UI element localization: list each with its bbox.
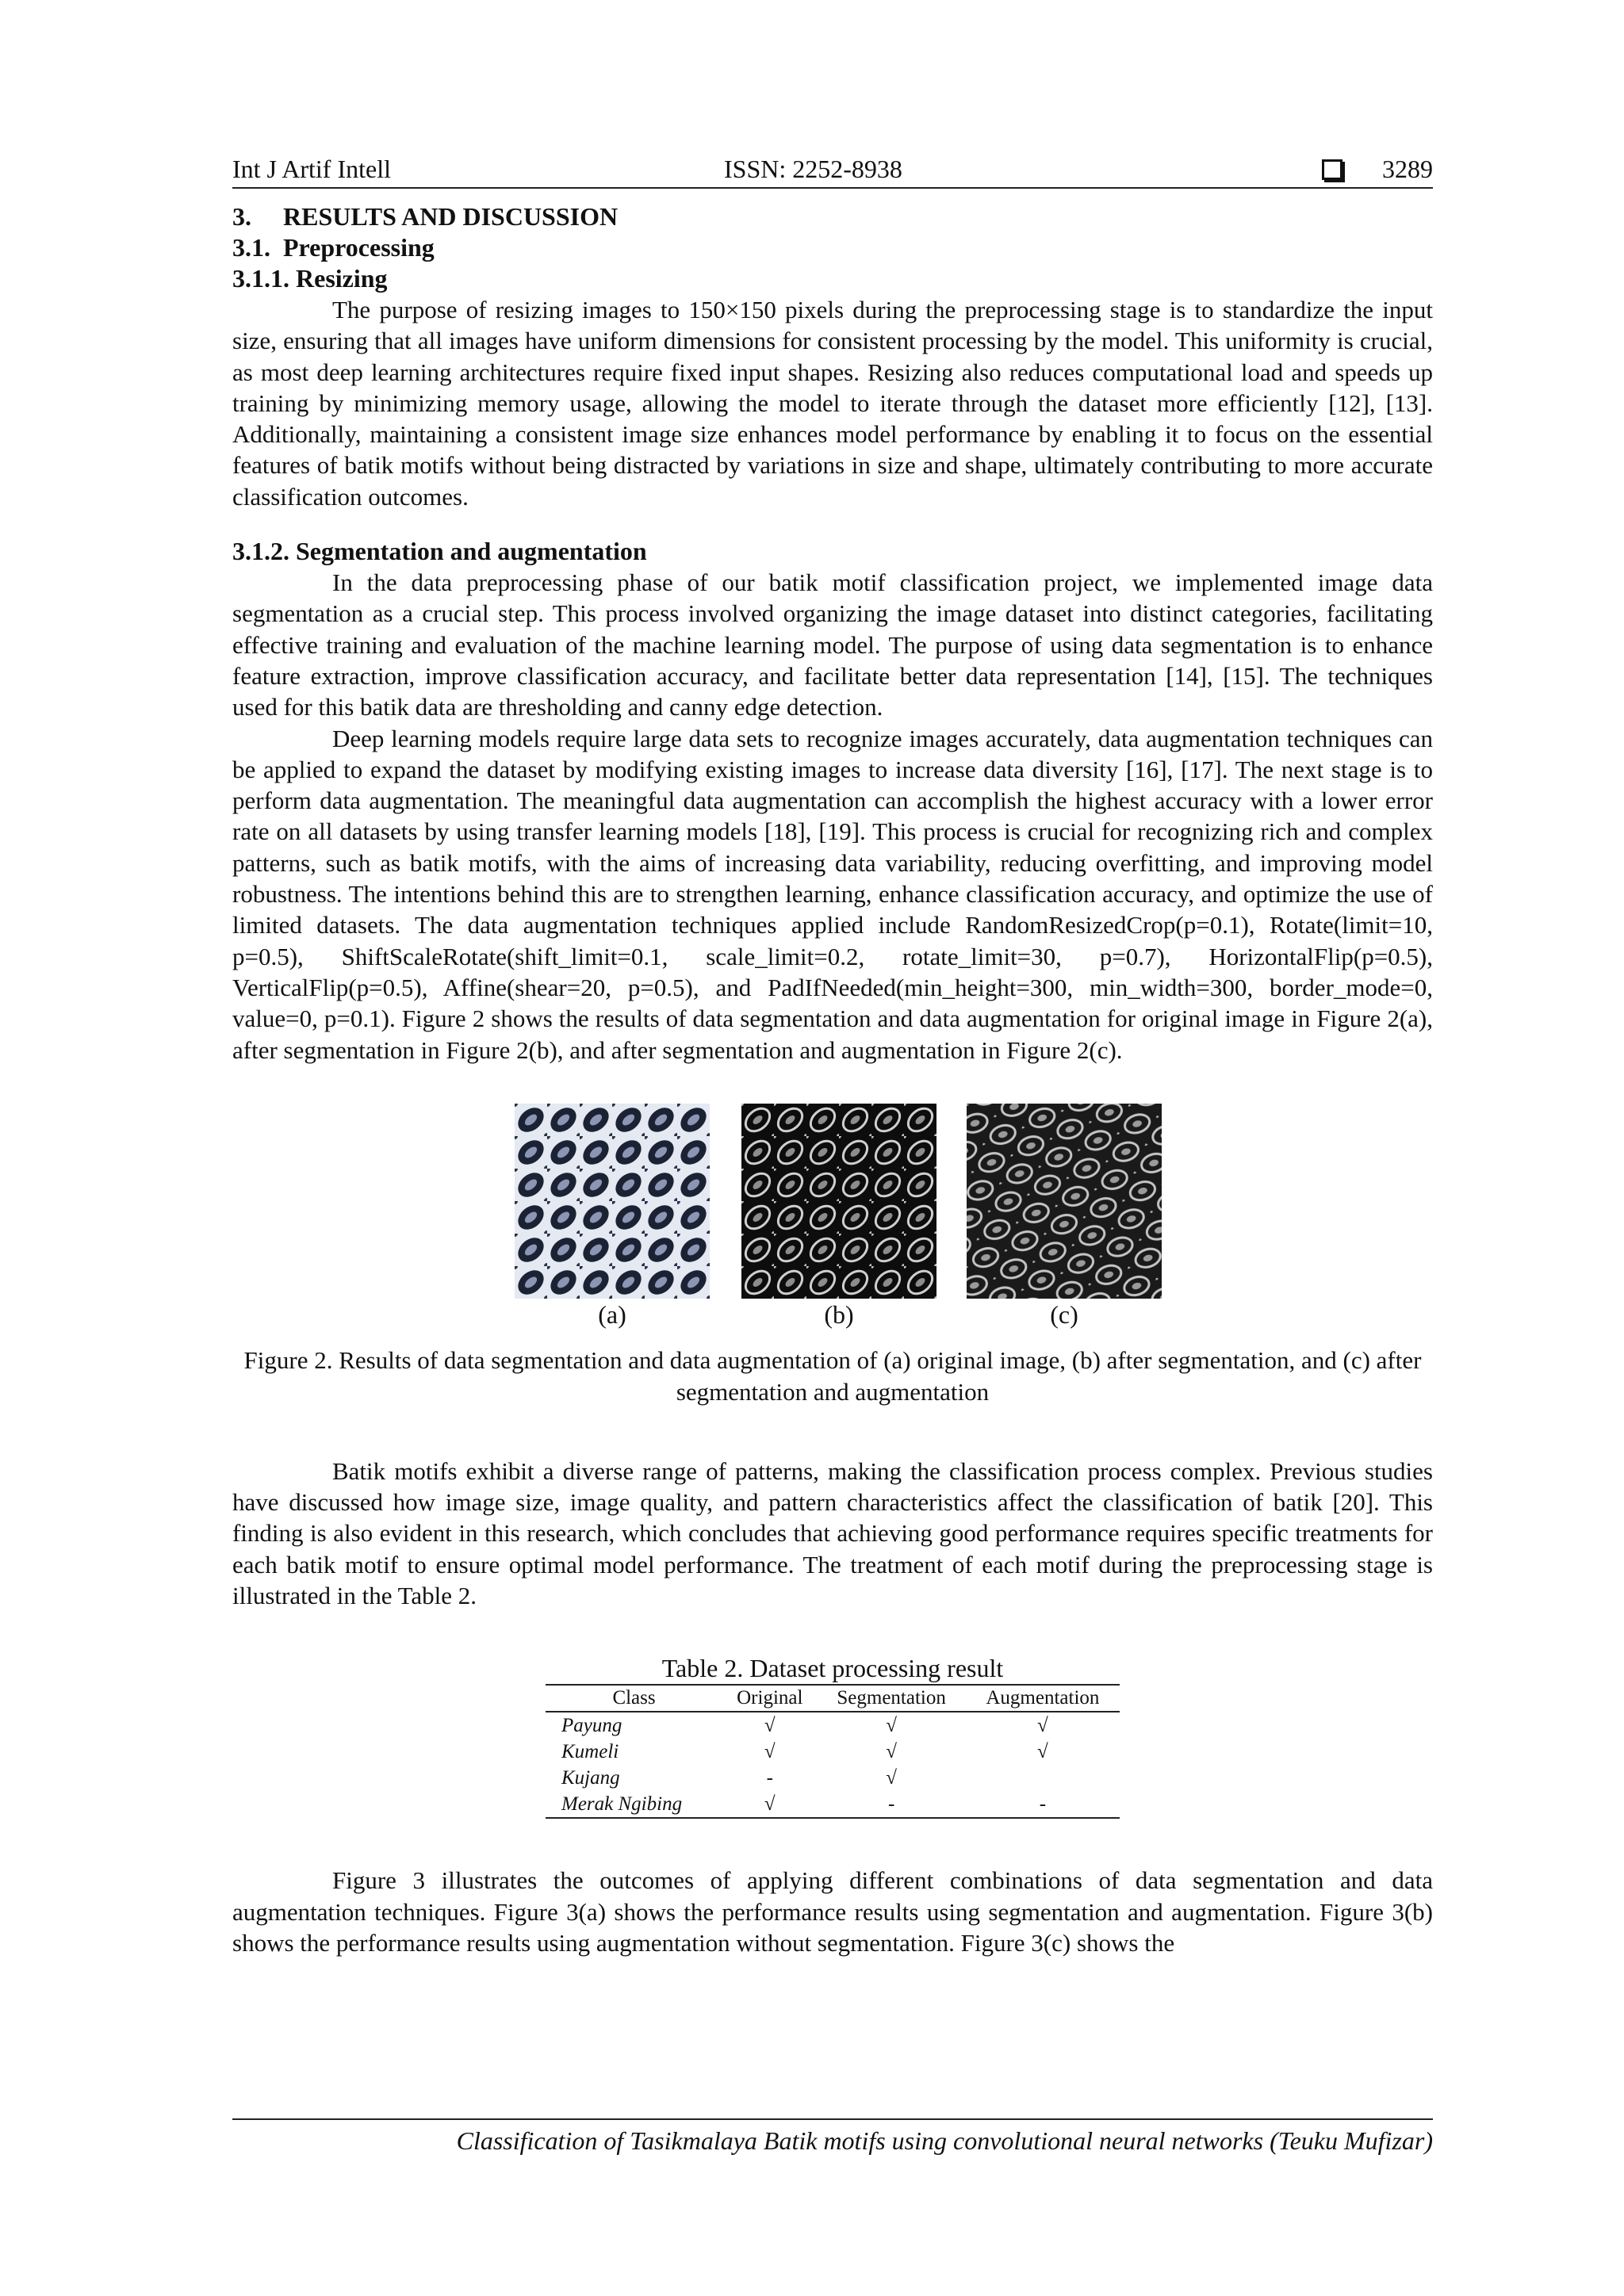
table-row: [546, 1739, 1120, 1765]
col-header-augmentation: Augmentation: [966, 1685, 1120, 1712]
table-cell: -: [766, 1767, 773, 1789]
table-cell: [966, 1765, 1120, 1791]
table-cell: -: [818, 1791, 966, 1818]
table-cell: √: [886, 1715, 897, 1737]
figure-2c-label: (c): [1050, 1299, 1078, 1329]
table-row: [546, 1791, 1120, 1818]
subsubsection-resizing: 3.1.1. Resizing: [232, 264, 388, 293]
figure-2: [232, 1104, 1433, 1329]
paragraph-segmentation: In the data preprocessing phase of our batik motif classification project, we implemented image data segmentation as a crucial step. This process involved organizing the image dataset into distinct categories, facilitating effective training and evaluation of the machine learning model. The purpose of using data segmentation is to enhance feature extraction, improve classification accuracy, and facilitate better data representation [14], [15]. The techniques used for this batik data are thresholding and canny edge detection.: [232, 568, 1433, 721]
subsubsection-segmentation: 3.1.2. Segmentation and augmentation: [232, 537, 647, 566]
paragraph-resizing: The purpose of resizing images to 150×150 pixels during the preprocessing stage is to standardize the input size, ensuring that all images have uniform dimensions for consistent processing by the model. This uniformity is crucial, as most deep learning architectures require fixed input shapes. Resizing also reduces computational load and speeds up training by minimizing memory usage, allowing the model to iterate through the dataset more efficiently [12], [13]. Additionally, maintaining a consistent image size enhances model performance by enabling it to focus on the essential features of batik motifs without being distracted by variations in size and shape, ultimately contributing to more accurate classification outcomes.: [232, 296, 1433, 511]
page-body: [232, 151, 1433, 1958]
figure-2b-image: [741, 1104, 936, 1299]
page-number-block: [1322, 151, 1433, 187]
table-cell: Merak Ngibing: [546, 1791, 722, 1818]
running-header: [232, 151, 1433, 189]
table-cell: √: [886, 1767, 897, 1789]
figure-2a-label: (a): [598, 1299, 626, 1329]
figure-2b-label: (b): [824, 1299, 854, 1329]
subsection-title: 3.1. Preprocessing: [232, 233, 435, 262]
table-cell: Payung: [561, 1715, 622, 1737]
table-cell: -: [966, 1791, 1120, 1818]
table-cell: √: [764, 1715, 776, 1737]
table-header-row: [546, 1685, 1120, 1712]
figure-2c-image: [967, 1104, 1162, 1299]
table-row: [546, 1712, 1120, 1739]
table-cell: Kumeli: [561, 1741, 619, 1763]
col-header-segmentation: Segmentation: [818, 1685, 966, 1712]
table-cell: Kujang: [561, 1767, 620, 1789]
journal-name: Int J Artif Intell: [232, 155, 391, 183]
table-cell: √: [722, 1791, 817, 1818]
running-footer: Classification of Tasikmalaya Batik motifs using convolutional neural networks (Teuku Mufizar): [232, 2118, 1433, 2156]
table-2: [546, 1684, 1120, 1819]
table-row: [546, 1765, 1120, 1791]
paragraph-batik-motifs: Batik motifs exhibit a diverse range of patterns, making the classification process complex. Previous studies have discussed how image size, image quality, and pattern characteristics affect the classification of batik [20]. This finding is also evident in this research, which concludes that achieving good performance requires specific treatments for each batik motif to ensure optimal model performance. The treatment of each motif during the preprocessing stage is illustrated in the Table 2.: [232, 1456, 1433, 1610]
table-2-caption: Table 2. Dataset processing result: [661, 1654, 1004, 1683]
figure-2-caption: Figure 2. Results of data segmentation and data augmentation of (a) original image, (b) after segmentation, and (c) after segmentation and augmentation: [243, 1345, 1422, 1406]
page-number: 3289: [1382, 155, 1433, 183]
figure-2a-image: [515, 1104, 710, 1299]
issn: ISSN: 2252-8938: [724, 155, 902, 183]
paragraph-augmentation: Deep learning models require large data sets to recognize images accurately, data augmentation techniques can be applied to expand the dataset by modifying existing images to increase data diversity [16], [17]. The next stage is to perform data augmentation. The meaningful data augmentation can accomplish the highest accuracy with a lower error rate on all datasets by using transfer learning models [18], [19]. This process is crucial for recognizing rich and complex patterns, such as batik motifs, with the aims of increasing data variability, reducing overfitting, and improving model robustness. The intentions behind this are to strengthen learning, enhance classification accuracy, and optimize the use of limited datasets. The data augmentation techniques applied include RandomResizedCrop(p=0.1), Rotate(limit=10, p=0.5), ShiftScaleRotate(shift_limit=0.1, scale_limit=0.2, rotate_limit=30, p=0.7), HorizontalFlip(p=0.5), VerticalFlip(p=0.5), Affine(shear=20, p=0.5), and PadIfNeeded(min_height=300, min_width=300, border_mode=0, value=0, p=0.1). Figure 2 shows the results of data segmentation and data augmentation for original image in Figure 2(a), after segmentation in Figure 2(b), and after segmentation and augmentation in Figure 2(c).: [232, 724, 1433, 1064]
table-cell: √: [764, 1741, 776, 1763]
table-cell: √: [886, 1741, 897, 1763]
col-header-original: Original: [722, 1685, 817, 1712]
table-cell: √: [1037, 1741, 1048, 1763]
table-cell: √: [1037, 1715, 1048, 1737]
paragraph-figure-3: Figure 3 illustrates the outcomes of applying different combinations of data segmentation and data augmentation techniques. Figure 3(a) shows the performance results using segmentation and augmentation. Figure 3(b) shows the performance results using augmentation without segmentation. Figure 3(c) shows the: [232, 1866, 1433, 1957]
square-icon: [1322, 159, 1342, 180]
col-header-class: Class: [546, 1685, 722, 1712]
section-title: 3. RESULTS AND DISCUSSION: [232, 202, 619, 231]
